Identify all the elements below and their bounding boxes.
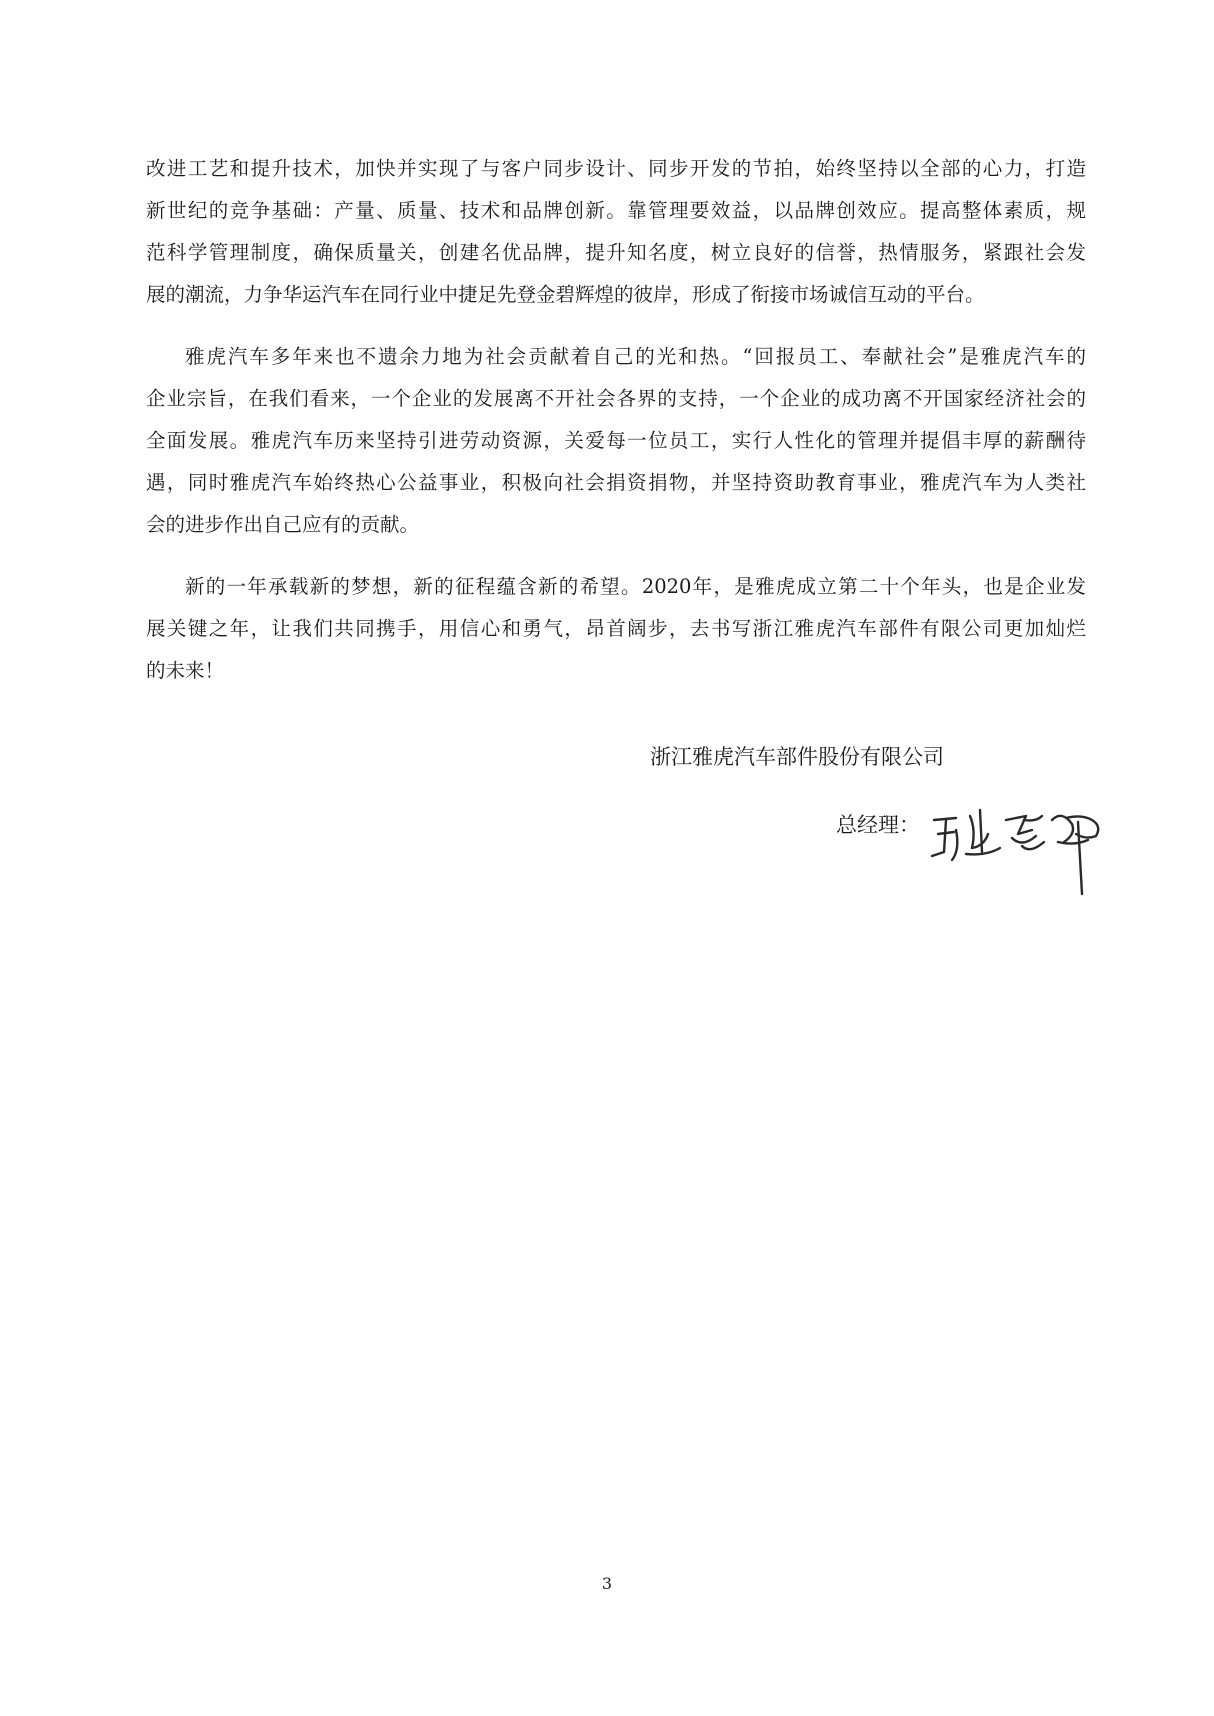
paragraph-line: 展关键之年，让我们共同携手，用信心和勇气，昂首阔步，去书写浙江雅虎汽车部件有限公司更加灿烂 bbox=[146, 617, 1086, 640]
paragraph-line: 的未来！ bbox=[146, 659, 225, 682]
paragraph-line: 新世纪的竞争基础：产量、质量、技术和品牌创新。靠管理要效益，以品牌创效应。提高整体素质，规 bbox=[146, 199, 1086, 222]
company-name: 浙江雅虎汽车部件股份有限公司 bbox=[650, 745, 944, 769]
paragraph-line: 会的进步作出自己应有的贡献。 bbox=[146, 513, 420, 536]
letter-body bbox=[146, 148, 1086, 712]
paragraph-line: 新的一年承载新的梦想，新的征程蕴含新的希望。2020年，是雅虎成立第二十个年头，也是企业发 bbox=[185, 575, 1086, 598]
paragraph-2 bbox=[146, 336, 1086, 546]
page-number: 3 bbox=[601, 1574, 613, 1593]
paragraph-line: 全面发展。雅虎汽车历来坚持引进劳动资源，关爱每一位员工，实行人性化的管理并提倡丰厚的薪酬待 bbox=[146, 429, 1086, 452]
general-manager-label: 总经理： bbox=[836, 813, 920, 837]
paragraph-line: 范科学管理制度，确保质量关，创建名优品牌，提升知名度，树立良好的信誉，热情服务，紧跟社会发 bbox=[146, 241, 1086, 264]
paragraph-line: 遇，同时雅虎汽车始终热心公益事业，积极向社会捐资捐物，并坚持资助教育事业，雅虎汽车为人类社 bbox=[146, 471, 1086, 494]
paragraph-3 bbox=[146, 566, 1086, 692]
paragraph-line: 展的潮流，力争华运汽车在同行业中捷足先登金碧辉煌的彼岸，形成了衔接市场诚信互动的平台。 bbox=[146, 283, 985, 306]
paragraph-line: 雅虎汽车多年来也不遗余力地为社会贡献着自己的光和热。“回报员工、奉献社会”是雅虎汽车的 bbox=[185, 345, 1086, 368]
paragraph-line: 改进工艺和提升技术，加快并实现了与客户同步设计、同步开发的节拍，始终坚持以全部的心力，打造 bbox=[146, 157, 1086, 180]
signature-icon bbox=[926, 790, 1116, 900]
paragraph-1 bbox=[146, 148, 1086, 316]
paragraph-line: 企业宗旨，在我们看来，一个企业的发展离不开社会各界的支持，一个企业的成功离不开国家经济社会的 bbox=[146, 387, 1086, 410]
